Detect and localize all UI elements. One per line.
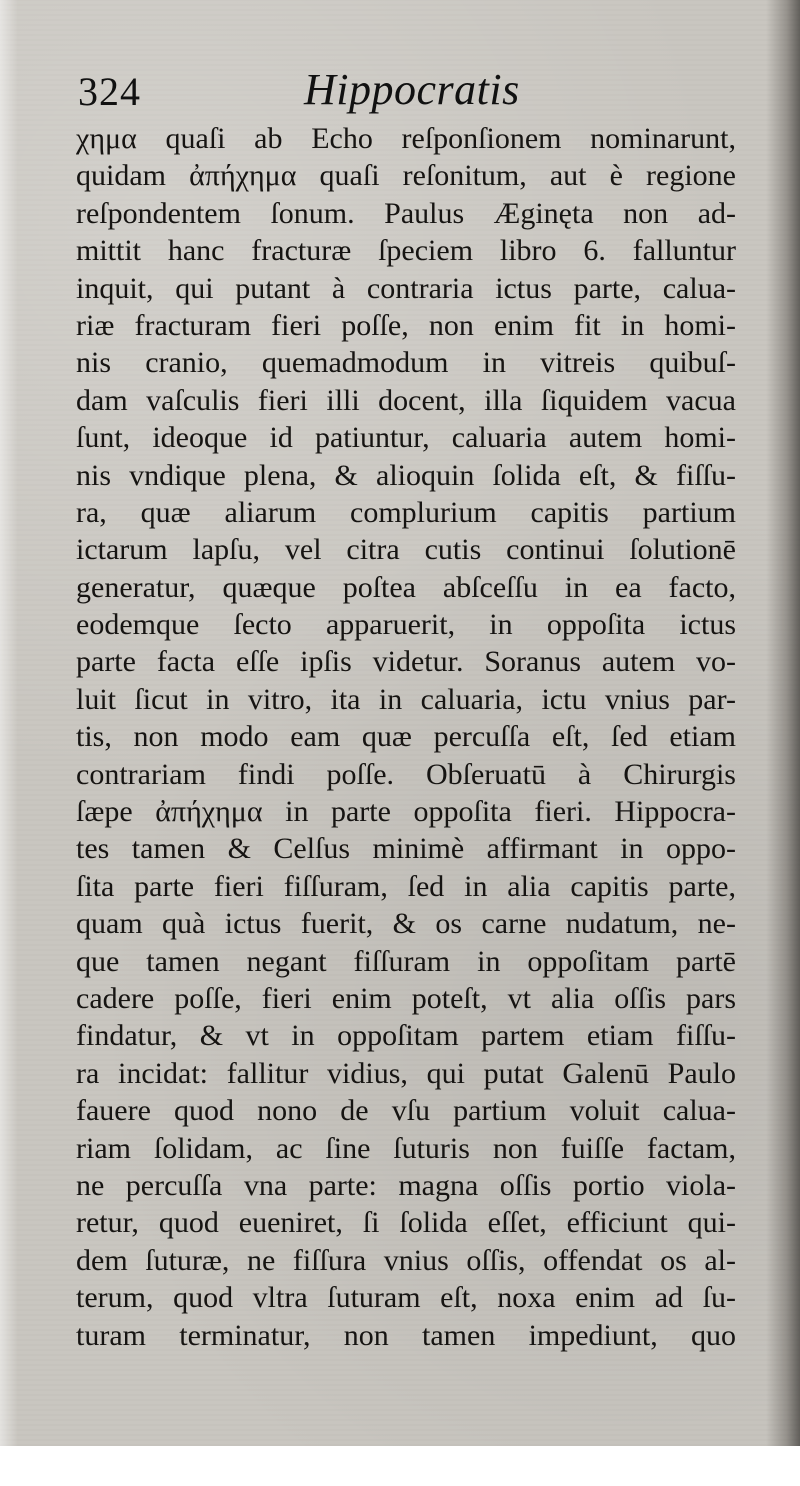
- page-left-edge: [0, 0, 18, 1486]
- text-line: ſæpe ἀπήχημα in parte oppoſita fieri. Hippocra-: [76, 795, 736, 829]
- text-line: fauere quod nono de vſu partium voluit caluа-: [76, 1094, 736, 1128]
- page-number: 324: [78, 69, 141, 114]
- text-line: tis, non modo eam quæ percuſſa eſt, ſed etiam: [76, 720, 736, 754]
- text-line: quam quà ictus fuerit, & os carne nudatum, ne-: [76, 907, 736, 941]
- text-line: tes tamen & Celſus minimè affirmant in oppo-: [76, 832, 736, 866]
- text-line: riam ſolidam, ac ſine ſuturis non fuiſſe factam,: [76, 1131, 736, 1165]
- text-line: ſita parte fieri fiſſuram, ſed in alia capitis parte,: [76, 869, 736, 903]
- text-line: terum, quod vltra ſuturam eſt, noxa enim ad ſu-: [76, 1281, 736, 1315]
- text-line: luit ſicut in vitro, ita in caluaria, ictu vnius par-: [76, 682, 736, 716]
- text-line: generatur, quæque poſtea abſceſſu in ea facto,: [76, 570, 736, 604]
- text-line: reſpondentem ſonum. Paulus Æginęta non ad-: [76, 196, 736, 230]
- text-line: ſunt, ideoque id patiuntur, caluaria autem homi-: [76, 421, 736, 455]
- text-line: ictarum lapſu, vel citra cutis continui ſolutionē: [76, 533, 736, 567]
- text-line: χημα quaſi ab Echo reſponſionem nominarunt,: [76, 122, 736, 155]
- text-line: findatur, & vt in oppoſitam partem etiam fiſſu-: [76, 1019, 736, 1053]
- page-gutter-shadow: [766, 0, 800, 1486]
- text-line: ne percuſſa vna parte: magna oſſis portio viola-: [76, 1168, 736, 1202]
- text-line: retur, quod eueniret, ſi ſolida eſſet, efficiunt qui-: [76, 1206, 736, 1240]
- text-line: riæ fracturam fieri poſſe, non enim fit in homi-: [76, 308, 736, 342]
- text-line: parte facta eſſe ipſis videtur. Soranus autem vo-: [76, 645, 736, 679]
- text-line: eodemque ſecto apparuerit, in oppoſita ictus: [76, 608, 736, 642]
- text-line: dem ſuturæ, ne fiſſura vnius oſſis, offendat os al-: [76, 1243, 736, 1277]
- text-line: que tamen negant fiſſuram in oppoſitam partē: [76, 944, 736, 978]
- text-line: nis cranio, quemadmodum in vitreis quibuſ-: [76, 346, 736, 380]
- text-line: dam vaſculis fieri illi docent, illa ſiquidem vacua: [76, 383, 736, 417]
- body-text: [76, 120, 736, 1436]
- text-line: mittit hanc fracturæ ſpeciem libro 6. falluntur: [76, 234, 736, 268]
- running-head: [78, 64, 738, 120]
- text-line: cadere poſſe, fieri enim poteſt, vt alia oſſis pars: [76, 981, 736, 1015]
- text-line: nis vndique plena, & alioquin ſolida eſt, & fiſſu-: [76, 458, 736, 492]
- text-line: ra, quæ aliarum complurium capitis partium: [76, 495, 736, 529]
- running-title: Hippocratis: [304, 65, 520, 114]
- text-line: ra incidat: fallitur vidius, qui putat Galenū Paulo: [76, 1056, 736, 1090]
- text-line: contrariam findi poſſe. Obſeruatū à Chirurgis: [76, 757, 736, 791]
- scan-bottom-margin: [0, 1446, 800, 1486]
- text-line: quidam ἀπήχημα quaſi reſonitum, aut è regione: [76, 159, 736, 193]
- text-line: turam terminatur, non tamen impediunt, quo: [76, 1318, 736, 1352]
- text-line: inquit, qui putant à contraria ictus parte, calua-: [76, 271, 736, 305]
